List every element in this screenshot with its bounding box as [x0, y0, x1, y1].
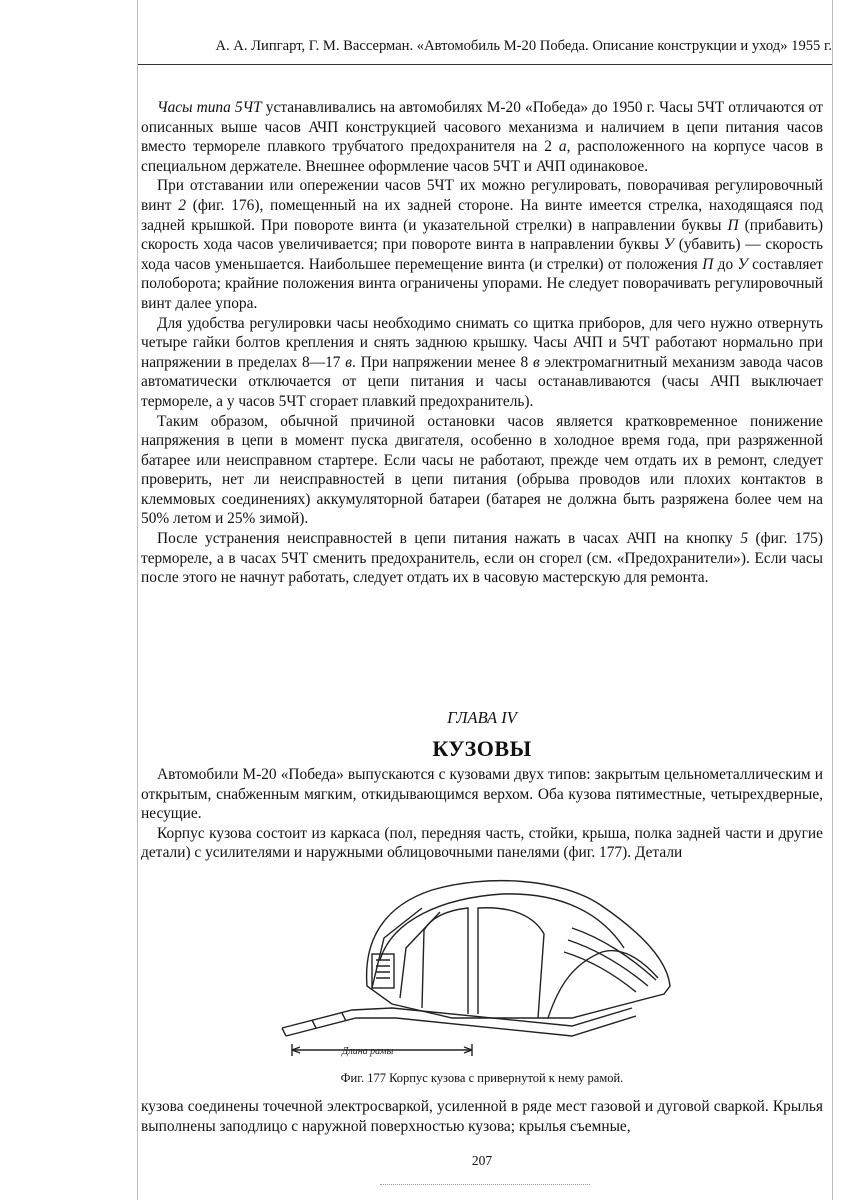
paragraph-voltage: Для удобства регулировки часы необходимо снимать со щитка приборов, для чего нужно отвернуть четыре гайки болтов крепления и снять заднюю крышку. Часы АЧП и 5ЧТ работают нормально при напряжении в пределах 8—17 в. При напряжении менее 8 в электромагнитный механизм завода часов автоматически отключается от цепи питания и часы останавливаются (часы АЧП выключает термореле, а у часов 5ЧТ сгорает плавкий предохранитель).: [141, 314, 823, 410]
term-5cht: Часы типа 5ЧТ: [157, 99, 262, 116]
body-outline: [367, 881, 670, 1018]
figure-caption: Фиг. 177 Корпус кузова с привернутой к нему рамой.: [340, 1071, 624, 1085]
paragraph-causes: Таким образом, обычной причиной остановки часов является кратковременное понижение напряжения в цепи в момент пуска двигателя, особенно в холодное время года, при разряженной батарее или неисправном стартере. Если часы не работают, прежде чем отдать их в ремонт, следует проверить, нет ли неисправностей в цепи питания (обрыва проводов или плохих контактов в клеммовых соединениях) аккумуляторной батареи (батарея не должна быть разряжена более чем на 50% летом и 25% зимой).: [141, 412, 823, 528]
paragraph-repair: После устранения неисправностей в цепи питания нажать в часах АЧП на кнопку 5 (фиг. 175) термореле, а в часах 5ЧТ сменить предохранитель, если он сгорел (см. «Предохранители»). Если часы после этого не начнут работать, следует отдать их в часовую мастерскую для ремонта.: [141, 530, 823, 587]
section-clocks-text: [141, 98, 823, 588]
dimension-label: Длина рамы: [342, 1046, 394, 1057]
paragraph-body-types: Автомобили М-20 «Победа» выпускаются с кузовами двух типов: закрытым цельнометаллическим и открытым, снабженным мягким, откидывающимся верхом. Оба кузова пятиместные, четырехдверные, несущие.: [141, 766, 823, 823]
running-header: А. А. Липгарт, Г. М. Вассерман. «Автомобиль М-20 Победа. Описание конструкции и уход» 1955 г.: [215, 38, 832, 54]
paragraph-welding: кузова соединены точечной электросваркой, усиленной в ряде мест газовой и дуговой сваркой. Крылья выполнены заподлицо с наружной поверхностью кузова; крылья съемные,: [141, 1098, 823, 1135]
header-rule: [138, 64, 832, 65]
page-frame-right: [832, 0, 833, 1200]
footer-decoration: [380, 1184, 590, 1188]
page-frame-left: [137, 0, 138, 1200]
paragraph-body-structure: Корпус кузова состоит из каркаса (пол, передняя часть, стойки, крыша, полка задней части и другие детали) с усилителями и наружными облицовочными панелями (фиг. 177). Детали: [141, 824, 823, 862]
figure-car-body-illustration: [272, 868, 682, 1068]
page-number: 207: [471, 1153, 493, 1168]
section-continuation: [141, 1097, 823, 1136]
roof-rail: [380, 894, 624, 960]
front-door-opening: [422, 908, 468, 1014]
section-bodies-text: [141, 765, 823, 863]
rear-door-opening: [478, 908, 544, 1018]
chapter-title: КУЗОВЫ: [432, 736, 532, 761]
chapter-label: ГЛАВА IV: [447, 708, 517, 727]
paragraph-5cht: Часы типа 5ЧТ устанавливались на автомобилях М-20 «Победа» до 1950 г. Часы 5ЧТ отличаются от описанных выше часов АЧП конструкцией часового механизма и наличием в цепи питания часов вместо термореле плавкого трубчатого предохранителя на 2 а, расположенного на корпусе часов в специальном держателе. Внешнее оформление часов 5ЧТ и АЧП одинаковое.: [141, 99, 824, 175]
paragraph-adjustment: При отставании или опережении часов 5ЧТ их можно регулировать, поворачивая регулировочный винт 2 (фиг. 176), помещенный на их задней стороне. На винте имеется стрелка, находящаяся под задней крышкой. При повороте винта (и указательной стрелки) в направлении буквы П (прибавить) скорость хода часов увеличивается; при повороте винта в направлении буквы У (убавить) — скорость хода часов уменьшается. Наибольшее перемещение винта (и стрелки) от положения П до У составляет полоборота; крайние положения винта ограничены упорами. Не следует поворачивать регулировочный винт далее упора.: [141, 177, 823, 312]
